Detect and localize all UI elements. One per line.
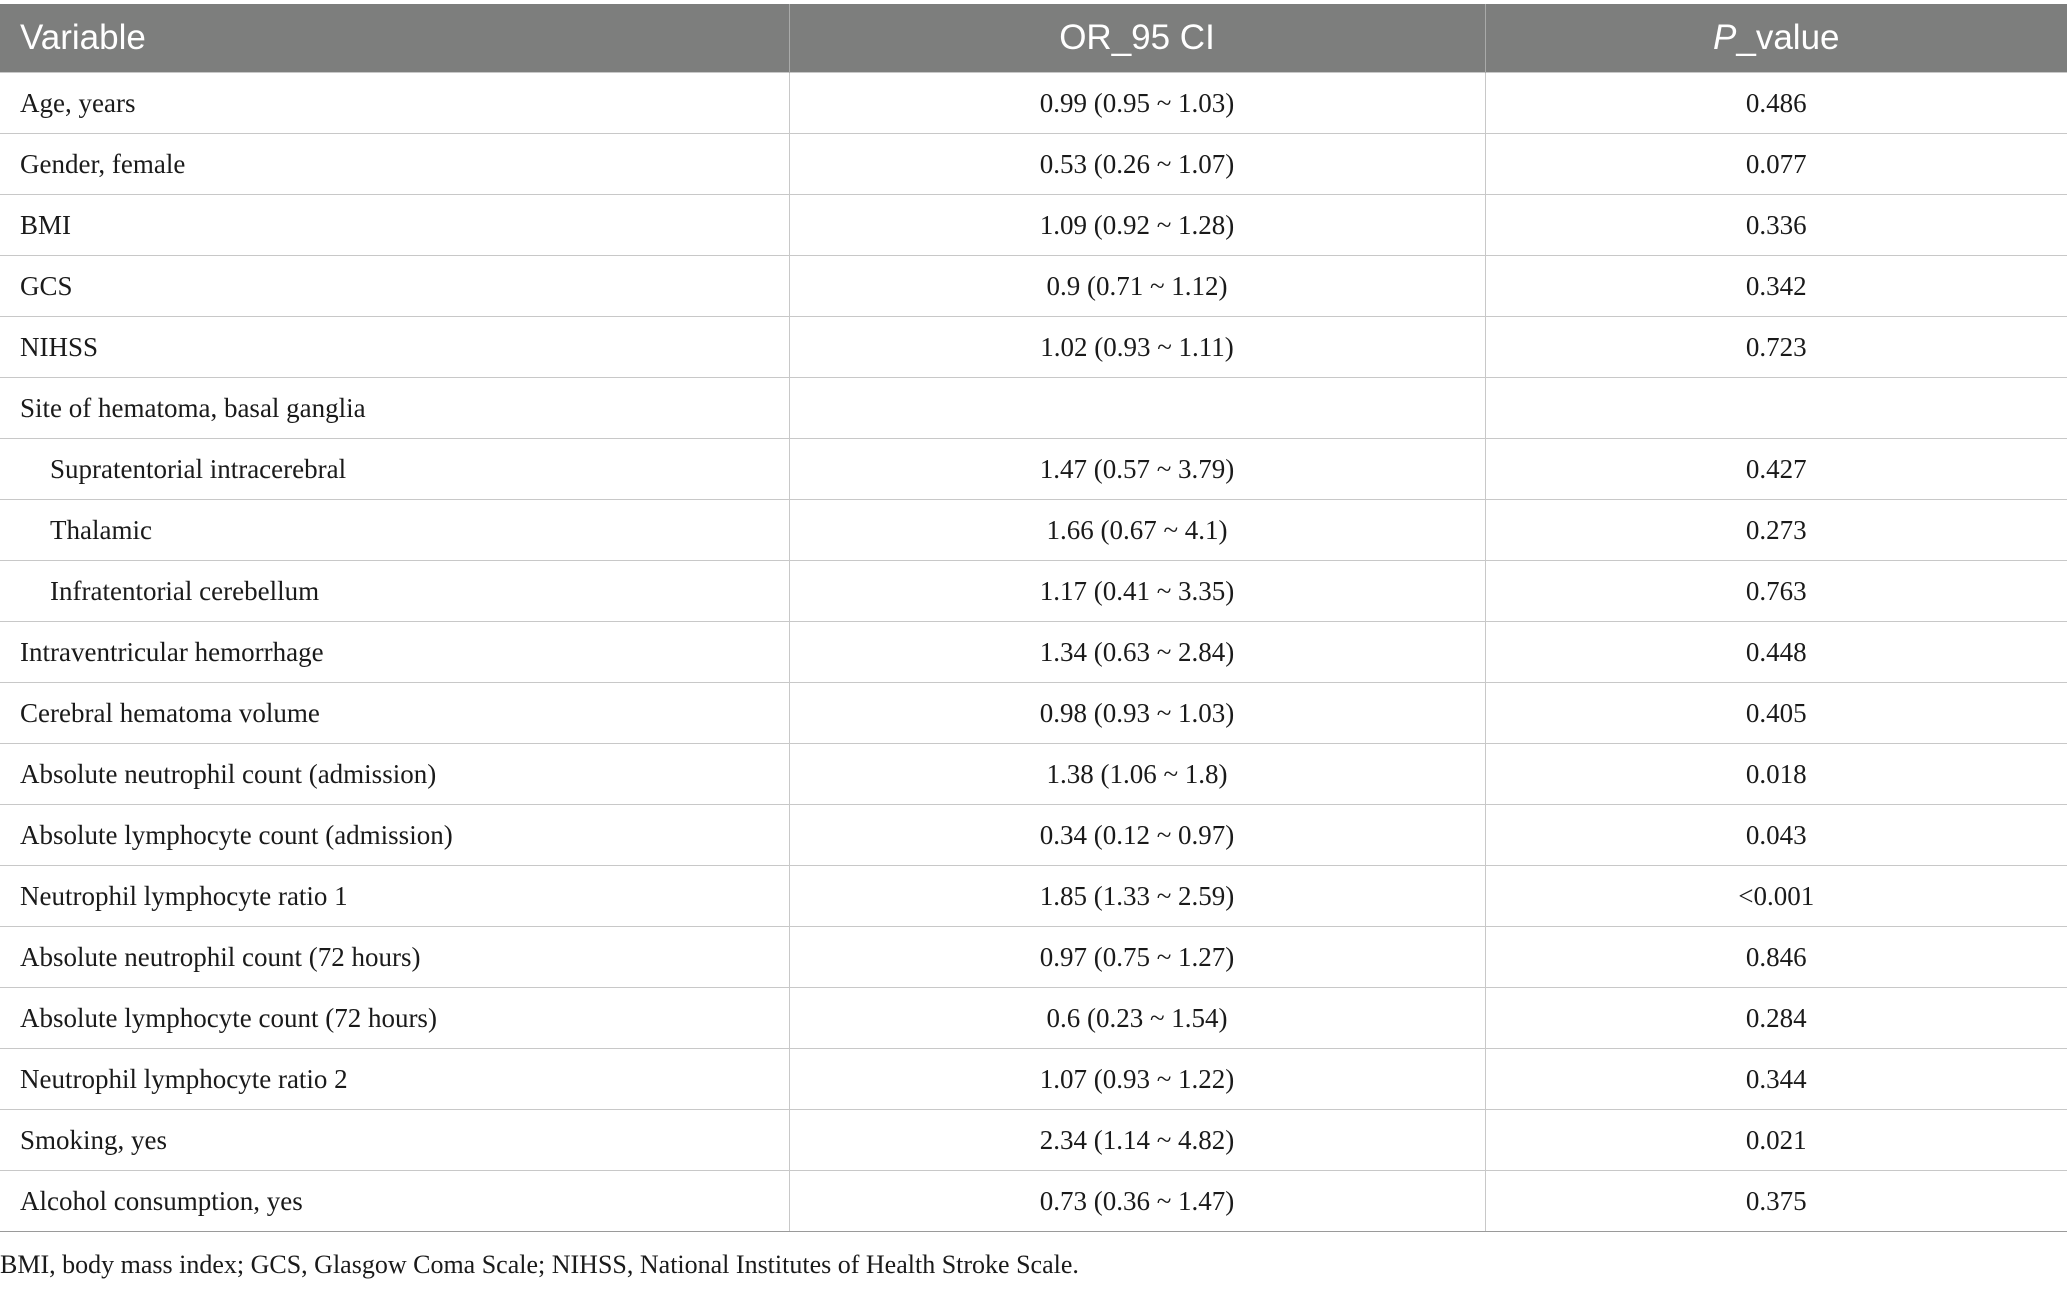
cell-variable: Absolute lymphocyte count (72 hours) [0,988,789,1049]
cell-variable: Absolute neutrophil count (admission) [0,744,789,805]
cell-or-ci: 1.85 (1.33 ~ 2.59) [789,866,1485,927]
cell-p-value: 0.763 [1485,561,2067,622]
cell-or-ci: 1.66 (0.67 ~ 4.1) [789,500,1485,561]
cell-variable: Absolute lymphocyte count (admission) [0,805,789,866]
cell-or-ci: 1.47 (0.57 ~ 3.79) [789,439,1485,500]
table-row [0,1049,2067,1110]
cell-p-value: <0.001 [1485,866,2067,927]
cell-p-value: 0.427 [1485,439,2067,500]
cell-variable: Alcohol consumption, yes [0,1171,789,1232]
column-header-variable: Variable [0,4,789,73]
cell-or-ci [789,378,1485,439]
odds-ratio-table [0,4,2067,1232]
cell-p-value: 0.405 [1485,683,2067,744]
table-row [0,439,2067,500]
cell-or-ci: 1.34 (0.63 ~ 2.84) [789,622,1485,683]
cell-or-ci: 0.73 (0.36 ~ 1.47) [789,1171,1485,1232]
column-header-p-value [1485,4,2067,73]
cell-p-value: 0.273 [1485,500,2067,561]
cell-variable: Thalamic [0,500,789,561]
cell-or-ci: 0.9 (0.71 ~ 1.12) [789,256,1485,317]
table-row [0,805,2067,866]
results-table-container [0,4,2067,1232]
table-row [0,744,2067,805]
table-footnote: BMI, body mass index; GCS, Glasgow Coma Scale; NIHSS, National Institutes of Health Stroke Scale. [0,1250,1079,1279]
cell-p-value: 0.723 [1485,317,2067,378]
cell-or-ci: 1.17 (0.41 ~ 3.35) [789,561,1485,622]
cell-p-value: 0.077 [1485,134,2067,195]
table-row [0,1110,2067,1171]
cell-p-value: 0.846 [1485,927,2067,988]
cell-or-ci: 1.09 (0.92 ~ 1.28) [789,195,1485,256]
cell-or-ci: 0.6 (0.23 ~ 1.54) [789,988,1485,1049]
table-row [0,195,2067,256]
table-row [0,256,2067,317]
cell-or-ci: 0.99 (0.95 ~ 1.03) [789,73,1485,134]
cell-p-value: 0.375 [1485,1171,2067,1232]
cell-variable: Absolute neutrophil count (72 hours) [0,927,789,988]
cell-variable: Supratentorial intracerebral [0,439,789,500]
cell-variable: Site of hematoma, basal ganglia [0,378,789,439]
cell-or-ci: 1.38 (1.06 ~ 1.8) [789,744,1485,805]
cell-or-ci: 0.34 (0.12 ~ 0.97) [789,805,1485,866]
cell-p-value: 0.336 [1485,195,2067,256]
cell-p-value: 0.043 [1485,805,2067,866]
cell-p-value: 0.284 [1485,988,2067,1049]
cell-p-value: 0.021 [1485,1110,2067,1171]
table-row [0,561,2067,622]
cell-p-value: 0.342 [1485,256,2067,317]
table-row [0,683,2067,744]
cell-variable: Age, years [0,73,789,134]
cell-variable: Intraventricular hemorrhage [0,622,789,683]
table-row [0,317,2067,378]
cell-variable: Cerebral hematoma volume [0,683,789,744]
cell-or-ci: 2.34 (1.14 ~ 4.82) [789,1110,1485,1171]
cell-variable: Infratentorial cerebellum [0,561,789,622]
cell-variable: Neutrophil lymphocyte ratio 2 [0,1049,789,1110]
cell-p-value: 0.018 [1485,744,2067,805]
cell-or-ci: 0.98 (0.93 ~ 1.03) [789,683,1485,744]
cell-or-ci: 0.53 (0.26 ~ 1.07) [789,134,1485,195]
cell-or-ci: 1.07 (0.93 ~ 1.22) [789,1049,1485,1110]
cell-p-value: 0.486 [1485,73,2067,134]
cell-variable: Smoking, yes [0,1110,789,1171]
table-row [0,927,2067,988]
table-row [0,73,2067,134]
p-value-suffix-label: _value [1736,18,1840,57]
cell-p-value: 0.344 [1485,1049,2067,1110]
table-header-row [0,4,2067,73]
cell-p-value: 0.448 [1485,622,2067,683]
cell-variable: Gender, female [0,134,789,195]
table-row [0,866,2067,927]
cell-variable: GCS [0,256,789,317]
table-row [0,1171,2067,1232]
table-row-group-heading [0,378,2067,439]
cell-variable: BMI [0,195,789,256]
table-row [0,988,2067,1049]
cell-p-value [1485,378,2067,439]
cell-or-ci: 1.02 (0.93 ~ 1.11) [789,317,1485,378]
table-row [0,622,2067,683]
cell-variable: Neutrophil lymphocyte ratio 1 [0,866,789,927]
table-row [0,134,2067,195]
table-body [0,73,2067,1232]
p-italic-label: P [1713,18,1737,57]
cell-or-ci: 0.97 (0.75 ~ 1.27) [789,927,1485,988]
column-header-or-ci: OR_95 CI [789,4,1485,73]
table-row [0,500,2067,561]
cell-variable: NIHSS [0,317,789,378]
